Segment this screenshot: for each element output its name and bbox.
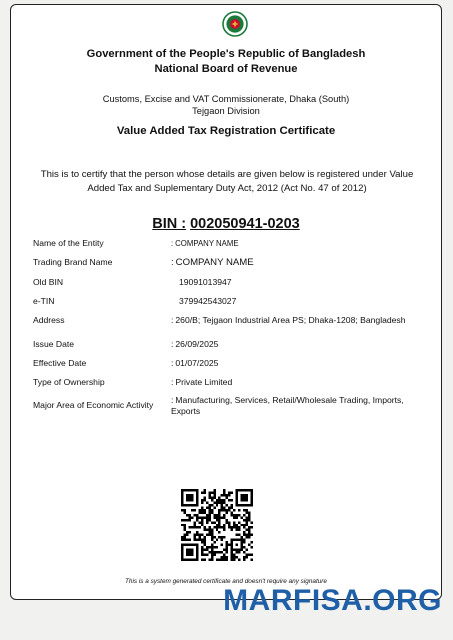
field-value: Manufacturing, Services, Retail/Wholesale Trading, Imports, Exports [171,395,404,416]
certificate-title: Value Added Tax Registration Certificate [116,125,336,137]
bin-heading [11,216,441,232]
division-name: Tejgaon Division [192,106,260,116]
field-value: 01/07/2025 [175,358,219,368]
field-label: Old BIN [33,277,64,287]
field-value: 260/B; Tejgaon Industrial Area PS; Dhaka-1208; Bangladesh [175,315,406,325]
field-label: Type of Ownership [33,377,105,387]
field-value: 26/09/2025 [175,339,219,349]
field-label: Effective Date [33,358,87,368]
field-label: Major Area of Economic Activity [33,400,154,410]
bin-value: 002050941-0203 [190,216,300,232]
field-label: Issue Date [33,339,75,349]
bin-label: BIN : [152,216,187,232]
field-value: COMPANY NAME [175,239,239,248]
field-label: Trading Brand Name [33,257,113,267]
field-value: 19091013947 [179,277,232,287]
certificate-sheet: Government of the People's Republic of Bangladesh National Board of Revenue Customs, Excise and VAT Commissionerate, Dhaka (South) Tejgaon Division Value Added Tax Registration Certificate This is to certify that the person whose details are given below is registered under Value Added Tax and Suplementary Duty Act, 2012 (Act No. 47 of 2012) BIN : 002050941-0203 Name of the Entity : COMPANY NAME Trading Brand Name : COMPANY NAME Old BIN 19091013947 e-TIN 379942543027 Address : 260/B; Tejgaon Industrial Area PS; Dhaka-1208; Bangladesh Issue Date : 26/09/2025 Effective Date : 01/07/2025 Type of Ownership : Private Limited Major Area of Economic Activity : Manufacturing, Services, Retail/Wholesale Trading, Imports, Exports This is a system generated certificate and doesn't require any signature [10,4,442,600]
field-label: Name of the Entity [33,238,104,248]
field-value: Private Limited [175,377,233,387]
office-name: Customs, Excise and VAT Commissionerate, Dhaka (South) [102,94,350,104]
board-title: National Board of Revenue [154,63,298,75]
watermark-text: MARFISA.ORG [223,584,442,617]
verification-qr-code [181,489,253,561]
government-seal-icon [222,11,248,37]
government-title: Government of the People's Republic of Bangladesh [86,48,366,60]
field-label: Address [33,315,65,325]
field-label: e-TIN [33,296,55,306]
field-value: COMPANY NAME [175,257,254,268]
system-generated-note: This is a system generated certificate and doesn't require any signature [125,578,327,585]
field-value: 379942543027 [179,296,237,306]
certify-statement: This is to certify that the person whose details are given below is registered under Value Added Tax and Suplementary Duty Act, 2012 (Act No. 47 of 2012) [40,169,414,194]
